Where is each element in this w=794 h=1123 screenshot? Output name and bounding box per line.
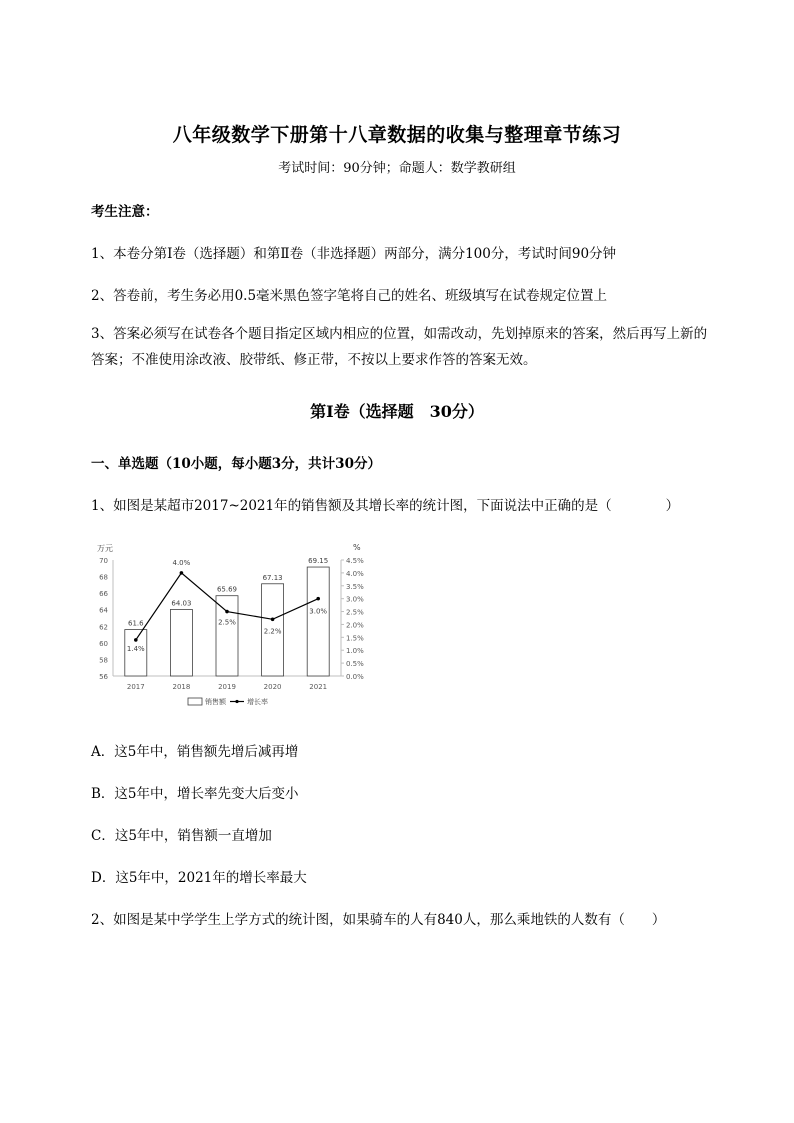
- y-left-tick-label: 68: [99, 573, 108, 582]
- option-d[interactable]: D．这5年中，2021年的增长率最大: [91, 870, 307, 886]
- legend-bar-swatch: [188, 698, 202, 705]
- x-tick-label: 2021: [309, 683, 328, 691]
- y-right-tick-label: 1.0%: [346, 647, 364, 656]
- bar-value-label: 69.15: [308, 557, 329, 566]
- y-left-tick-label: 56: [99, 673, 108, 681]
- growth-rate-point: [180, 571, 184, 575]
- option-c[interactable]: C．这5年中，销售额一直增加: [91, 828, 272, 844]
- growth-rate-label: 3.0%: [309, 607, 328, 616]
- exam-info: 考试时间：90分钟；命题人：数学教研组: [278, 161, 516, 176]
- y-right-tick-label: 3.5%: [346, 582, 364, 591]
- growth-rate-label: 4.0%: [172, 558, 191, 567]
- growth-rate-label: 1.4%: [126, 644, 145, 653]
- section-title: 第I卷（选择题 30分）: [310, 402, 484, 421]
- growth-rate-point: [271, 617, 275, 621]
- y-right-tick-label: 3.0%: [346, 595, 364, 604]
- y-left-tick-label: 70: [99, 557, 108, 565]
- question-1-text: 1、如图是某超市2017~2021年的销售额及其增长率的统计图，下面说法中正确的是（ ）: [91, 498, 680, 514]
- page-title: 八年级数学下册第十八章数据的收集与整理章节练习: [172, 124, 622, 146]
- option-b[interactable]: B．这5年中，增长率先变大后变小: [91, 786, 299, 802]
- bar: [216, 596, 238, 676]
- y-left-tick-label: 62: [99, 623, 108, 632]
- bar: [170, 609, 192, 676]
- growth-rate-label: 2.2%: [263, 627, 282, 636]
- question-2-text: 2、如图是某中学学生上学方式的统计图，如果骑车的人有840人，那么乘地铁的人数有（ ）: [91, 912, 666, 928]
- growth-rate-point: [316, 597, 320, 601]
- y-right-tick-label: 2.5%: [346, 608, 364, 617]
- legend-label-sales: 销售额: [205, 698, 226, 706]
- legend-label-growth: 增长率: [247, 698, 268, 706]
- y-left-axis-title: 万元: [97, 544, 113, 553]
- y-right-tick-label: 0.5%: [346, 660, 364, 669]
- y-left-tick-label: 64: [99, 606, 108, 615]
- y-right-tick-label: 2.0%: [346, 621, 364, 630]
- y-right-tick-label: 4.0%: [346, 569, 364, 578]
- y-left-tick-label: 60: [99, 639, 108, 648]
- notice-item-2: 2、答卷前，考生务必用0.5毫米黑色签字笔将自己的姓名、班级填写在试卷规定位置上: [91, 288, 608, 304]
- y-right-tick-label: 1.5%: [346, 634, 364, 643]
- growth-rate-point: [134, 638, 138, 642]
- x-tick-label: 2019: [218, 683, 236, 691]
- y-left-tick-label: 58: [99, 656, 108, 665]
- bar-value-label: 61.6: [128, 619, 144, 628]
- growth-rate-label: 2.5%: [218, 618, 236, 627]
- y-right-axis-title: %: [353, 543, 361, 552]
- option-a[interactable]: A．这5年中，销售额先增后减再增: [91, 744, 299, 760]
- bar-value-label: 65.69: [216, 585, 238, 594]
- x-tick-label: 2018: [172, 683, 191, 691]
- growth-rate-point: [225, 610, 229, 614]
- y-left-tick-label: 66: [99, 590, 108, 599]
- bar-value-label: 67.13: [262, 573, 283, 582]
- x-tick-label: 2017: [126, 683, 145, 691]
- y-right-tick-label: 4.5%: [346, 557, 364, 565]
- bar-value-label: 64.03: [171, 599, 192, 608]
- notice-item-3: 3、答案必须写在试卷各个题目指定区域内相应的位置，如需改动，先划掉原来的答案，然后再写上新的答案；不准使用涂改液、胶带纸、修正带，不按以上要求作答的答案无效。: [91, 326, 708, 368]
- notice-item-1: 1、本卷分第I卷（选择题）和第Ⅱ卷（非选择题）两部分，满分100分，考试时间90分钟: [91, 246, 617, 262]
- bar: [307, 567, 329, 676]
- part-heading: 一、单选题（10小题，每小题3分，共计30分）: [91, 456, 381, 472]
- sales-growth-chart: [88, 538, 388, 718]
- x-tick-label: 2020: [263, 683, 282, 691]
- y-right-tick-label: 0.0%: [346, 673, 364, 681]
- legend-line-marker: [235, 700, 238, 703]
- notice-heading: 考生注意：: [91, 204, 159, 220]
